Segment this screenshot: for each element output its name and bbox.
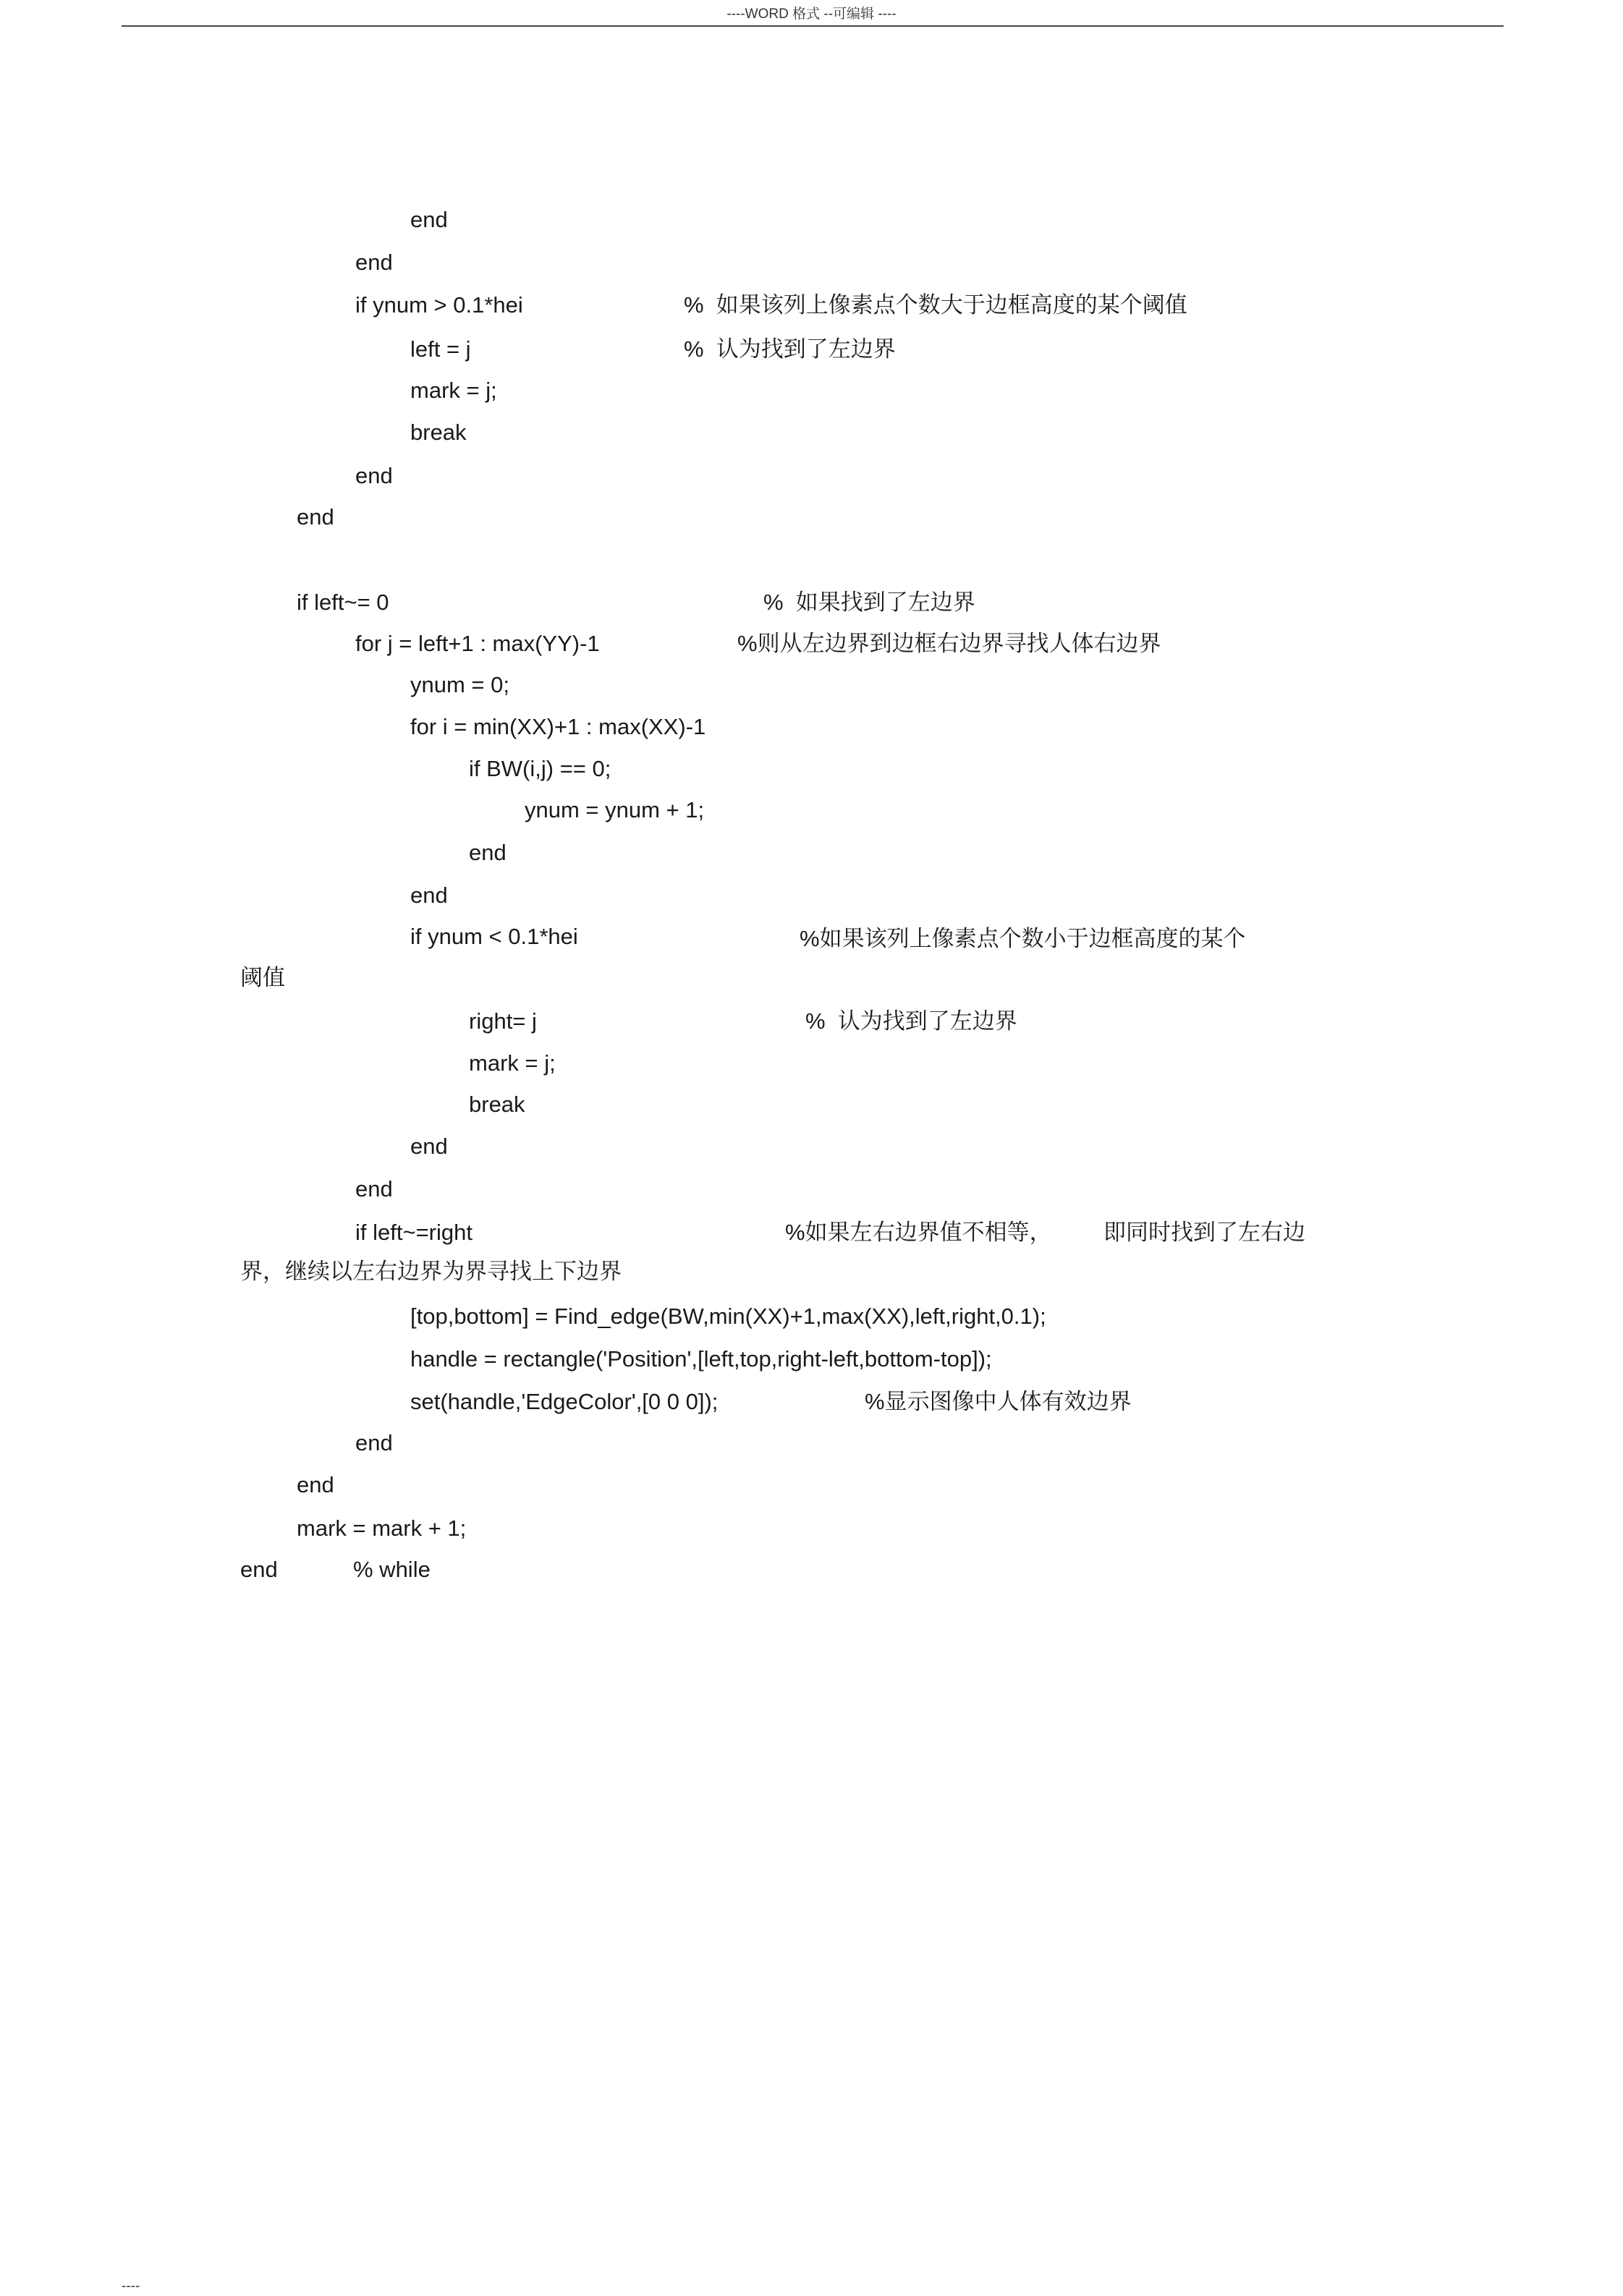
code-line: end <box>355 1176 393 1202</box>
code-line: end <box>297 504 334 530</box>
code-line: left = j <box>410 336 471 362</box>
code-line: end <box>469 840 507 865</box>
code-line: end <box>410 207 448 232</box>
code-line: mark = mark + 1; <box>297 1515 467 1541</box>
code-line: right= j <box>469 1008 537 1034</box>
code-comment: % 认为找到了左边界 <box>805 1008 1017 1034</box>
code-comment: 即同时找到了左右边 <box>1103 1220 1305 1245</box>
code-line: end <box>240 1557 278 1582</box>
code-line: mark = j; <box>410 378 497 403</box>
page-header: ----WORD 格式 --可编辑 ---- <box>726 7 897 22</box>
code-comment: %如果该列上像素点个数小于边框高度的某个 <box>800 926 1246 951</box>
code-line: end <box>297 1472 334 1497</box>
code-comment: %则从左边界到边框右边界寻找人体右边界 <box>737 631 1161 656</box>
code-comment: % 如果找到了左边界 <box>763 590 975 615</box>
code-comment: % while <box>353 1557 431 1582</box>
code-line: end <box>355 1430 393 1455</box>
code-line: ynum = 0; <box>410 672 509 697</box>
code-line: ynum = ynum + 1; <box>525 797 705 822</box>
code-line: break <box>469 1092 525 1117</box>
code-line: handle = rectangle('Position',[left,top,right-left,bottom-top]); <box>410 1346 992 1372</box>
code-line: end <box>410 1134 448 1159</box>
code-line: end <box>355 250 393 275</box>
code-line: if ynum < 0.1*hei <box>410 924 578 949</box>
code-comment: %显示图像中人体有效边界 <box>865 1389 1132 1414</box>
code-line: mark = j; <box>469 1050 556 1076</box>
code-line: end <box>410 883 448 908</box>
code-comment: %如果左右边界值不相等， <box>785 1220 1052 1245</box>
code-comment: % 认为找到了左边界 <box>684 336 896 362</box>
code-line: end <box>355 463 393 488</box>
code-line: if ynum > 0.1*hei <box>355 292 523 318</box>
code-line: for i = min(XX)+1 : max(XX)-1 <box>410 714 706 739</box>
code-line: [top,bottom] = Find_edge(BW,min(XX)+1,max(XX),left,right,0.1); <box>410 1304 1046 1329</box>
code-line: for j = left+1 : max(YY)-1 <box>355 631 600 656</box>
code-line: if left~=right <box>355 1220 473 1245</box>
code-line-wrap: 阈值 <box>240 965 285 990</box>
code-line: if left~= 0 <box>297 590 389 615</box>
page-footer: ---- <box>122 2279 140 2294</box>
code-line: set(handle,'EdgeColor',[0 0 0]); <box>410 1389 719 1414</box>
code-line: if BW(i,j) == 0; <box>469 756 611 781</box>
code-line-wrap: 界，继续以左右边界为界寻找上下边界 <box>240 1259 622 1284</box>
code-line: break <box>410 420 467 445</box>
code-comment: % 如果该列上像素点个数大于边框高度的某个阈值 <box>684 292 1187 318</box>
